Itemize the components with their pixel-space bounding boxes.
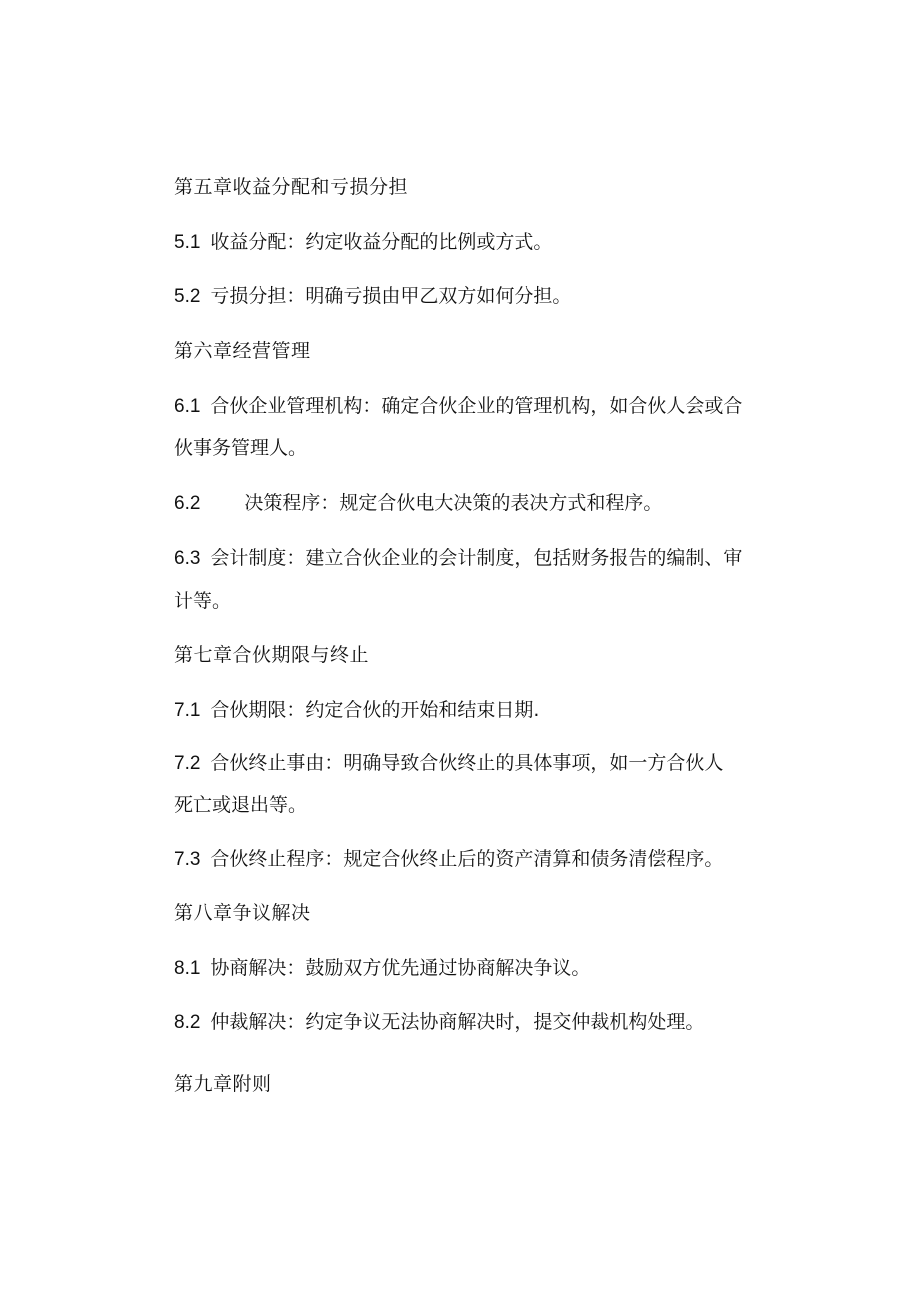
clause-5-1 <box>174 230 794 255</box>
chapter-5-heading: 第五章收益分配和亏损分担 <box>174 176 409 198</box>
clause-text: 合伙期限：约定合伙的开始和结束日期. <box>210 699 540 721</box>
chapter-6-heading: 第六章经营管理 <box>174 340 311 362</box>
clause-6-1 <box>174 394 794 419</box>
clause-8-1 <box>174 956 794 981</box>
clause-8-2 <box>174 1010 794 1035</box>
clause-6-2 <box>174 491 794 516</box>
chapter-8-heading: 第八章争议解决 <box>174 902 311 924</box>
clause-text: 收益分配：约定收益分配的比例或方式。 <box>210 231 553 253</box>
clause-7-3 <box>174 847 794 872</box>
clause-number: 6.3 <box>174 548 201 569</box>
chapter-7-heading: 第七章合伙期限与终止 <box>174 644 370 666</box>
chapter-9-heading: 第九章附则 <box>174 1073 272 1095</box>
clause-text: 亏损分担：明确亏损由甲乙双方如何分担。 <box>210 285 572 307</box>
clause-number: 7.3 <box>174 849 201 870</box>
clause-6-3-continuation: 计等。 <box>174 590 232 612</box>
clause-5-2 <box>174 284 794 309</box>
clause-number: 5.2 <box>174 286 201 307</box>
clause-text: 决策程序：规定合伙电大决策的表决方式和程序。 <box>244 492 663 514</box>
clause-7-2-continuation: 死亡或退出等。 <box>174 794 308 816</box>
clause-text: 会计制度：建立合伙企业的会计制度，包括财务报告的编制、审 <box>210 547 743 569</box>
clause-text: 仲裁解决：约定争议无法协商解决时，提交仲裁机构处理。 <box>210 1011 705 1033</box>
clause-text: 合伙企业管理机构：确定合伙企业的管理机构，如合伙人会或合 <box>210 395 743 417</box>
clause-number: 7.1 <box>174 700 201 721</box>
clause-7-1 <box>174 698 794 723</box>
clause-number: 8.2 <box>174 1012 201 1033</box>
clause-number: 6.2 <box>174 493 201 514</box>
clause-number: 8.1 <box>174 958 201 979</box>
clause-7-2 <box>174 751 794 776</box>
clause-number: 5.1 <box>174 232 201 253</box>
clause-text: 合伙终止程序：规定合伙终止后的资产清算和债务清偿程序。 <box>210 848 724 870</box>
clause-6-1-continuation: 伙事务管理人。 <box>174 437 308 459</box>
clause-number: 6.1 <box>174 396 201 417</box>
clause-number: 7.2 <box>174 753 201 774</box>
clause-text: 合伙终止事由：明确导致合伙终止的具体事项，如一方合伙人 <box>210 752 724 774</box>
clause-text: 协商解决：鼓励双方优先通过协商解决争议。 <box>210 957 591 979</box>
clause-6-3 <box>174 546 794 571</box>
